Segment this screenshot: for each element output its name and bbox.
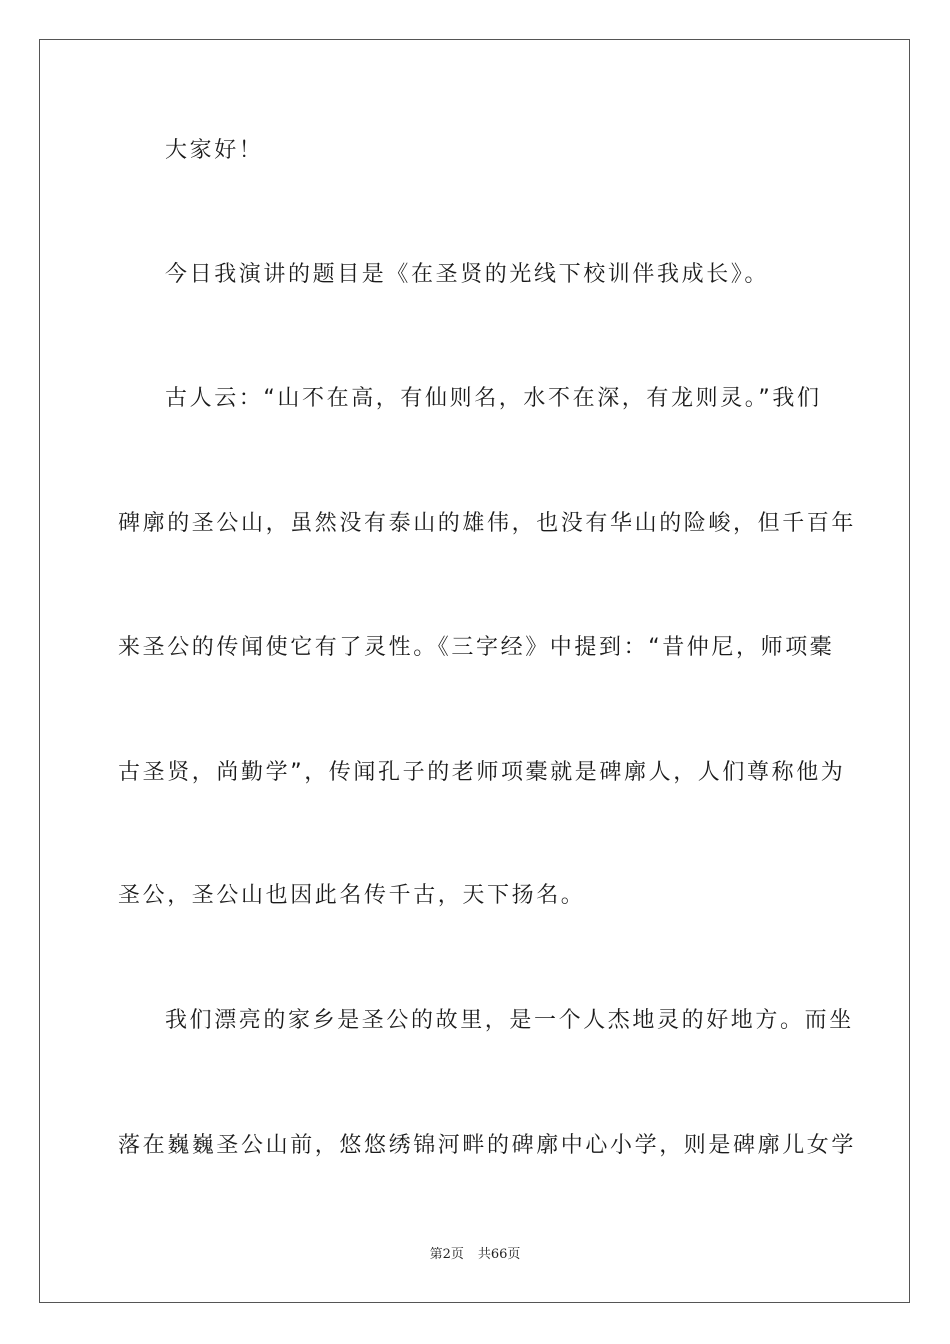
page-total: 共66页 xyxy=(477,1247,521,1262)
paragraph-line: 落在巍巍圣公山前，悠悠绣锦河畔的碑廓中心小学，则是碑廓儿女学 xyxy=(118,1133,857,1158)
page-border xyxy=(39,39,910,1303)
page-footer xyxy=(0,1246,950,1264)
paragraph-topic: 今日我演讲的题目是《在圣贤的光线下校训伴我成长》。 xyxy=(165,262,770,287)
paragraph-line: 圣公，圣公山也因此名传千古，天下扬名。 xyxy=(118,883,586,908)
paragraph-line: 来圣公的传闻使它有了灵性。《三字经》中提到：“昔仲尼，师项橐 xyxy=(118,635,835,660)
paragraph-line: 我们漂亮的家乡是圣公的故里，是一个人杰地灵的好地方。而坐 xyxy=(165,1008,854,1033)
paragraph-line: 古人云：“山不在高，有仙则名，水不在深，有龙则灵。”我们 xyxy=(165,386,822,411)
paragraph-greeting: 大家好！ xyxy=(165,138,264,163)
paragraph-line: 碑廓的圣公山，虽然没有泰山的雄伟，也没有华山的险峻，但千百年 xyxy=(118,511,857,536)
paragraph-line: 古圣贤，尚勤学”，传闻孔子的老师项橐就是碑廓人，人们尊称他为 xyxy=(118,760,846,785)
page-number: 第2页 xyxy=(429,1247,464,1262)
